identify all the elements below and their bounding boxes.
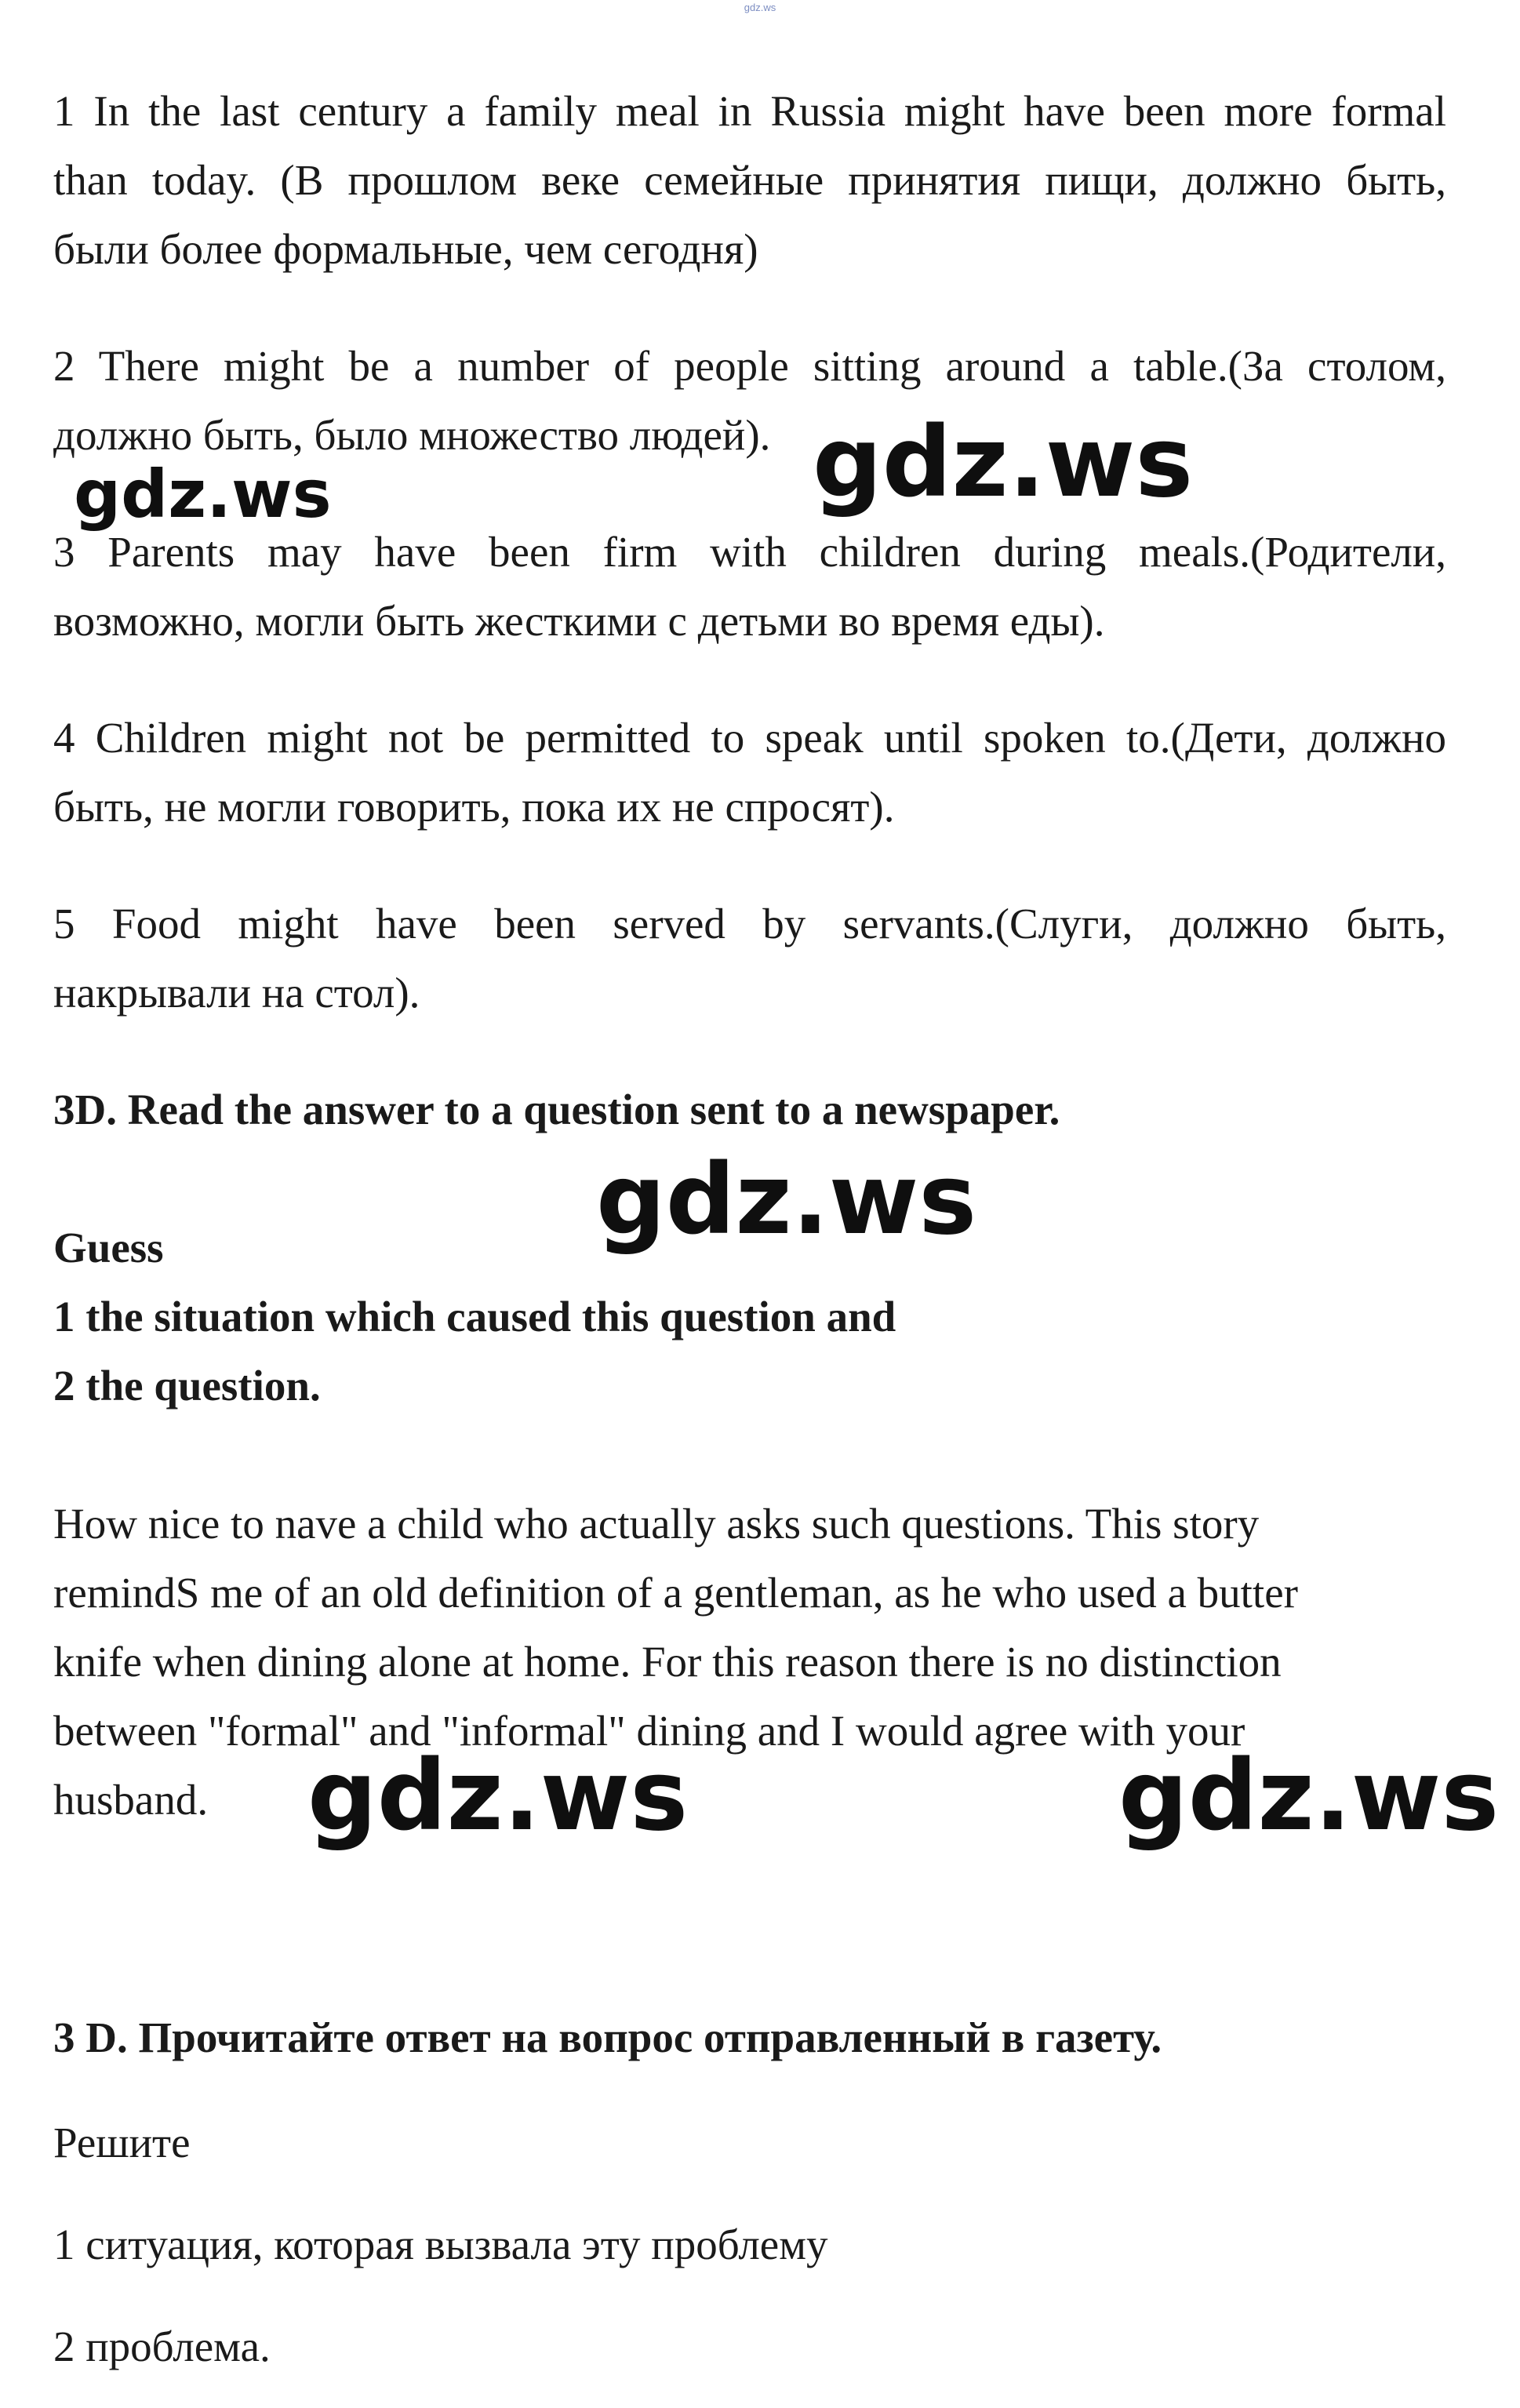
- text-line: 4 Children might not be permitted to speak until spoken to.(Дети, должно: [53, 714, 1446, 762]
- russian-decide: [53, 2108, 1446, 2177]
- guess-item-1: 1 the situation which caused this question and: [53, 1293, 896, 1340]
- task-heading: 3D. Read the answer to a question sent to a newspaper.: [53, 1086, 1060, 1133]
- list-item-5: [53, 889, 1446, 1028]
- russian-item-1: [53, 2210, 1446, 2279]
- list-item-2: [53, 332, 1446, 470]
- text-line: knife when dining alone at home. For this reason there is no distinction: [53, 1638, 1282, 1686]
- text-line: 2 There might be a number of people sitting around a table.(За столом,: [53, 342, 1446, 390]
- text-line: between "formal" and "informal" dining and I would agree with your: [53, 1707, 1245, 1755]
- text-line: должно быть, было множество людей).: [53, 411, 771, 459]
- ru-decide-label: Решите: [53, 2119, 191, 2166]
- watermark-text: gdz.ws: [1118, 1740, 1500, 1853]
- ru-item-1: 1 ситуация, которая вызвала эту проблему: [53, 2221, 828, 2268]
- text-line: накрывали на стол).: [53, 969, 420, 1017]
- text-line: 5 Food might have been served by servants.(Слуги, должно быть,: [53, 900, 1446, 948]
- document-content: [53, 77, 1446, 1835]
- header-watermark: gdz.ws: [744, 2, 776, 13]
- watermark-text: gdz.ws: [307, 1740, 689, 1853]
- text-line: husband.: [53, 1776, 209, 1824]
- ru-heading: 3 D. Прочитайте ответ на вопрос отправленный в газету.: [53, 2013, 1162, 2061]
- text-line: How nice to nave a child who actually asks such questions. This story: [53, 1500, 1260, 1548]
- watermark-text: gdz.ws: [813, 406, 1194, 519]
- text-line: 1 In the last century a family meal in Russia might have been more formal: [53, 87, 1446, 135]
- guess-label: Guess: [53, 1224, 164, 1271]
- list-item-3: [53, 518, 1446, 656]
- text-line: 3 Parents may have been firm with children during meals.(Родители,: [53, 528, 1446, 576]
- russian-item-2: [53, 2312, 1446, 2381]
- watermark-text: gdz.ws: [74, 456, 332, 533]
- russian-section: [53, 2003, 1446, 2072]
- list-item-1: [53, 77, 1446, 284]
- list-item-4: [53, 704, 1446, 842]
- text-line: remindS me of an old definition of a gentleman, as he who used a butter: [53, 1569, 1298, 1617]
- guess-item-2: 2 the question.: [53, 1362, 321, 1410]
- text-line: than today. (В прошлом веке семейные принятия пищи, должно быть,: [53, 156, 1446, 204]
- ru-item-2: 2 проблема.: [53, 2323, 271, 2370]
- text-line: возможно, могли быть жесткими с детьми во время еды).: [53, 597, 1105, 645]
- text-line: были более формальные, чем сегодня): [53, 225, 758, 273]
- text-line: быть, не могли говорить, пока их не спросят).: [53, 783, 895, 831]
- watermark-text: gdz.ws: [596, 1144, 977, 1257]
